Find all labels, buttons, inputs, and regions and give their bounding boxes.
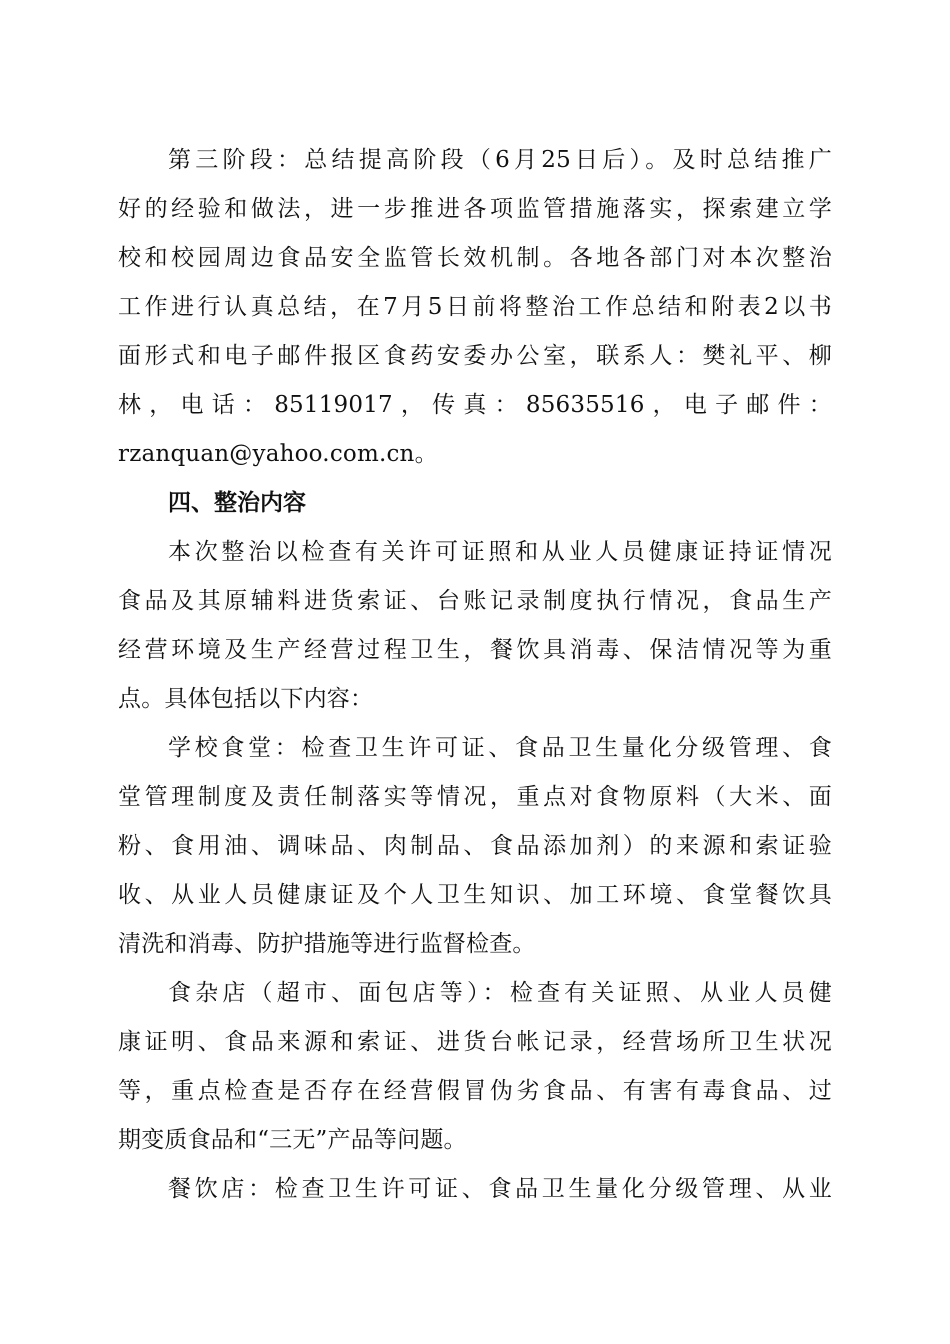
text-line: 林，电话：85119017，传真：85635516，电子邮件： — [118, 392, 832, 418]
text-line: 面形式和电子邮件报区食药安委办公室，联系人：樊礼平、柳 — [118, 343, 832, 369]
text-line: 康证明、食品来源和索证、进货台帐记录，经营场所卫生状况 — [118, 1029, 832, 1055]
text-line: 收、从业人员健康证及个人卫生知识、加工环境、食堂餐饮具 — [118, 882, 832, 908]
text-line: 校和校园周边食品安全监管长效机制。各地各部门对本次整治 — [118, 245, 832, 271]
paragraph-intro — [118, 528, 832, 724]
text-line: 本次整治以检查有关许可证照和从业人员健康证持证情况 — [168, 539, 832, 565]
text-line: 清洗和消毒、防护措施等进行监督检查。 — [118, 931, 536, 957]
paragraph-stage3 — [118, 136, 832, 479]
text-line: 粉、食用油、调味品、肉制品、食品添加剂）的来源和索证验 — [118, 833, 832, 859]
text-line: 期变质食品和“三无”产品等问题。 — [118, 1127, 467, 1153]
text-line: 第三阶段：总结提高阶段（6月25日后）。及时总结推广 — [168, 147, 832, 173]
text-line: 点。具体包括以下内容： — [118, 686, 374, 712]
text-line: 堂管理制度及责任制落实等情况，重点对食物原料（大米、面 — [118, 784, 832, 810]
paragraph-grocery — [118, 969, 832, 1165]
text-line: 经营环境及生产经营过程卫生，餐饮具消毒、保洁情况等为重 — [118, 637, 832, 663]
section-heading: 四、整治内容 — [168, 490, 306, 516]
text-line: 食品及其原辅料进货索证、台账记录制度执行情况，食品生产 — [118, 588, 832, 614]
text-line: 学校食堂：检查卫生许可证、食品卫生量化分级管理、食 — [168, 735, 832, 761]
email-address: rzanquan@yahoo.com.cn。 — [118, 441, 438, 467]
paragraph-restaurant — [118, 1165, 832, 1214]
text-line: 等，重点检查是否存在经营假冒伪劣食品、有害有毒食品、过 — [118, 1078, 832, 1104]
text-line: 工作进行认真总结，在7月5日前将整治工作总结和附表2以书 — [118, 294, 832, 320]
paragraph-canteen — [118, 724, 832, 969]
document-body — [118, 136, 832, 1214]
text-line: 餐饮店：检查卫生许可证、食品卫生量化分级管理、从业 — [168, 1176, 832, 1202]
text-line: 好的经验和做法，进一步推进各项监管措施落实，探索建立学 — [118, 196, 832, 222]
text-line: 食杂店（超市、面包店等）：检查有关证照、从业人员健 — [168, 980, 832, 1006]
